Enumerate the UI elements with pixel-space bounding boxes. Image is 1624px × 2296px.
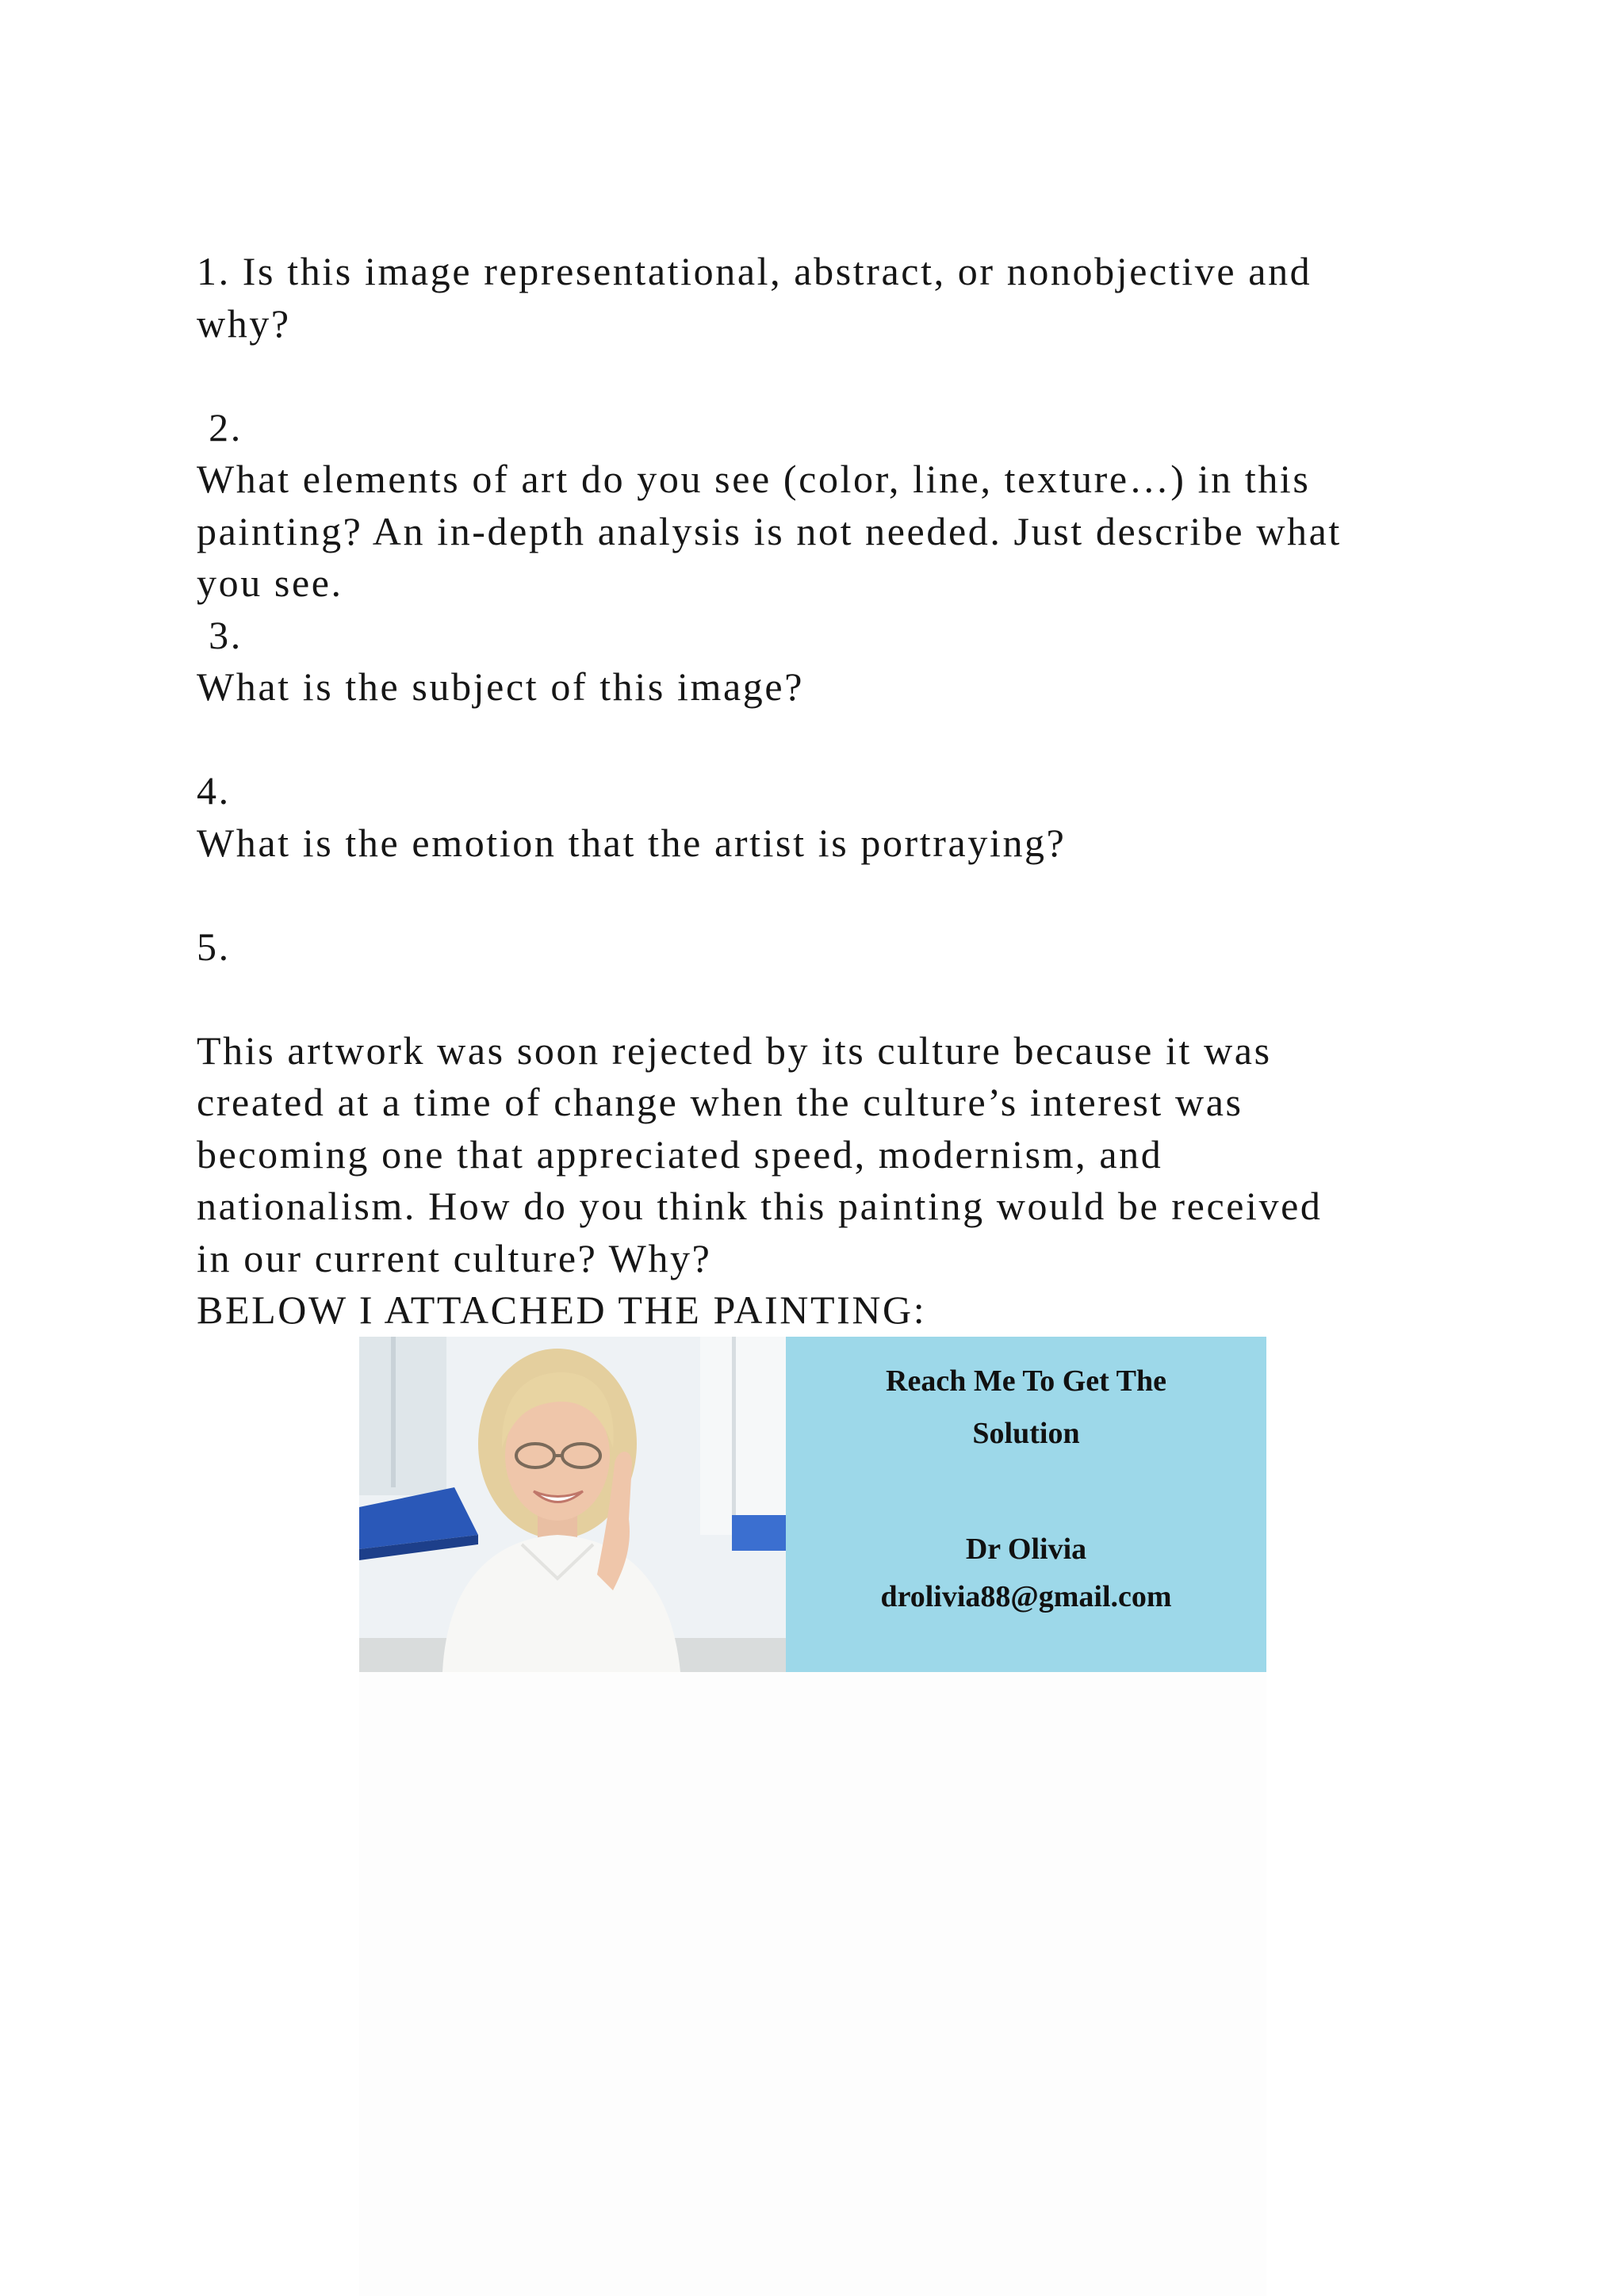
text-line: nationalism. How do you think this painting would be received [197,1184,1323,1228]
text-line [197,973,1497,1025]
text-line: you see. [197,561,343,605]
banner-contact-email: drolivia88@gmail.com [880,1580,1172,1613]
text-line [197,714,1497,766]
banner-contact-name: Dr Olivia [965,1533,1087,1566]
banner-headline-line2: Solution [972,1417,1080,1450]
text-line: What is the emotion that the artist is portraying? [197,820,1067,865]
text-line: BELOW I ATTACHED THE PAINTING: [197,1288,927,1332]
woman-photo-illustration [359,1337,786,1672]
text-line: 3. [197,612,243,657]
contact-banner [359,1337,1266,1672]
text-line: What elements of art do you see (color, line, texture…) in this [197,457,1311,501]
blank-image-area [359,1672,1266,2296]
text-line: why? [197,300,291,346]
question-text-block [197,246,1497,1337]
text-line: 4. [197,768,231,813]
text-line: in our current culture? Why? [197,1235,712,1280]
text-line: painting? An in-depth analysis is not needed. Just describe what [197,508,1342,553]
text-line: What is the subject of this image? [197,664,804,709]
text-line: 1. Is this image representational, abstract, or nonobjective and [197,249,1312,293]
text-line [197,869,1497,921]
text-line: becoming one that appreciated speed, modernism, and [197,1131,1163,1177]
text-line: created at a time of change when the culture’s interest was [197,1080,1243,1124]
contact-info-panel [786,1337,1266,1672]
text-line: 5. [197,924,231,969]
text-line [197,350,1497,402]
text-line: 2. [197,404,243,450]
woman-photo [359,1337,786,1672]
banner-headline-line1: Reach Me To Get The [886,1364,1166,1398]
text-line: This artwork was soon rejected by its culture because it was [197,1027,1272,1073]
